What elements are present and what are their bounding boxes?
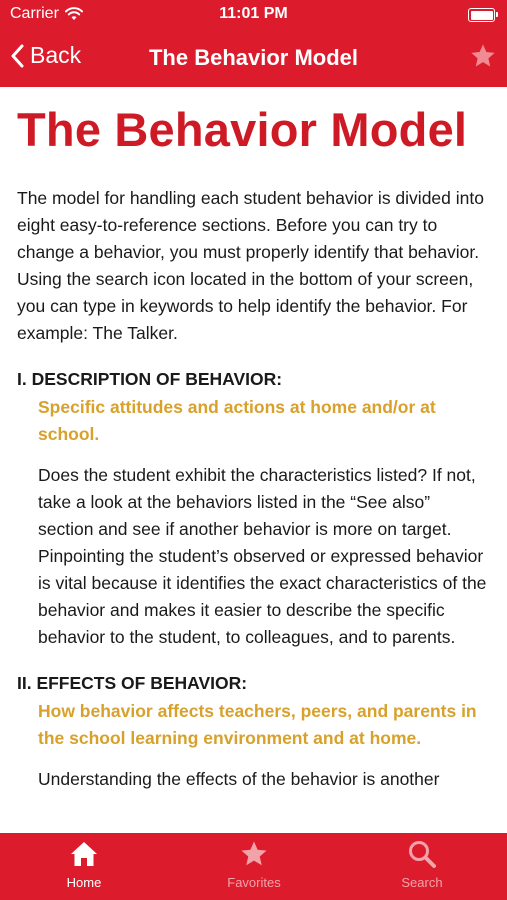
nav-title: The Behavior Model xyxy=(148,45,359,70)
status-bar xyxy=(0,0,507,30)
search-icon xyxy=(407,839,437,869)
star-icon xyxy=(239,839,269,869)
home-icon xyxy=(68,839,100,869)
status-time: 11:01 PM xyxy=(219,5,288,22)
section-subheading: Specific attitudes and actions at home and/or at school. xyxy=(38,397,436,444)
tab-label: Favorites xyxy=(227,875,281,890)
tab-favorites[interactable] xyxy=(194,839,314,890)
section-heading: I. DESCRIPTION OF BEHAVIOR: xyxy=(17,369,283,389)
star-icon xyxy=(469,42,497,70)
section-body: Understanding the effects of the behavior is another xyxy=(38,769,440,789)
section-subheading: How behavior affects teachers, peers, and parents in the school learning environment and at home. xyxy=(38,701,477,748)
tab-label: Search xyxy=(401,875,443,890)
intro-paragraph: The model for handling each student behavior is divided into eight easy-to-reference sections. Before you can try to change a behavior, you must properly identify that behavior. Using the search icon located in the bottom of your screen, you can type in keywords to help identify the behavior. For example: The Talker. xyxy=(17,188,484,343)
tab-search[interactable] xyxy=(362,839,482,890)
tab-label: Home xyxy=(66,875,102,890)
favorite-button[interactable] xyxy=(469,42,497,75)
top-bar xyxy=(0,0,507,87)
battery-icon xyxy=(468,8,495,22)
navigation-bar xyxy=(0,30,507,87)
article-content[interactable] xyxy=(0,87,507,833)
carrier-label: Carrier xyxy=(10,5,59,22)
page-title: The Behavior Model xyxy=(17,103,468,156)
section-heading: II. EFFECTS OF BEHAVIOR: xyxy=(17,673,248,693)
tab-bar xyxy=(0,833,507,900)
tab-home[interactable] xyxy=(24,839,144,890)
back-label: Back xyxy=(30,42,82,68)
section-body: Does the student exhibit the characteristics listed? If not, take a look at the behaviors listed in the “See also” section and see if another behavior is more on target. Pinpointing the student’s observed or expressed behavior is vital because it identifies the exact characteristics of the behavior and makes it easier to describe the specific behavior to the student, to colleagues, and to parents. xyxy=(38,465,487,647)
